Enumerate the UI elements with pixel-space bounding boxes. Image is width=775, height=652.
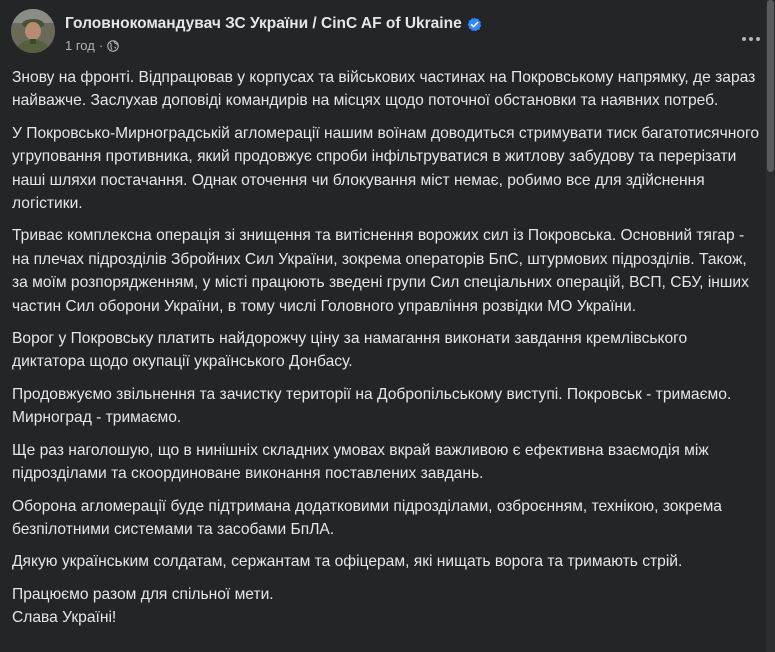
- verified-badge-icon: [467, 17, 482, 32]
- author-name[interactable]: Головнокомандувач ЗС України / CinC AF of Ukraine: [65, 15, 462, 32]
- scrollbar[interactable]: [766, 0, 775, 652]
- post-body: [12, 66, 764, 639]
- author-avatar[interactable]: [11, 9, 55, 53]
- more-options-icon: [742, 37, 760, 41]
- author-row: [65, 13, 665, 35]
- more-options-button[interactable]: [733, 21, 769, 57]
- avatar-image: [11, 9, 55, 53]
- post-paragraph: Ще раз наголошую, що в нинішніх складних умовах вкрай важливою є ефективна взаємодія між підрозділами та скоординоване виконання поставлених завдань.: [12, 441, 709, 483]
- post-meta: [65, 38, 665, 53]
- author-block: [65, 13, 665, 53]
- post-paragraph: Продовжуємо звільнення та зачистку території на Добропільському виступі. Покровськ - тримаємо. Мирноград - тримаємо.: [12, 385, 732, 427]
- post-paragraph: Працюємо разом для спільної мети. Слава Україні!: [12, 585, 274, 627]
- meta-separator: ·: [98, 38, 104, 53]
- post-paragraph: Оборона агломерації буде підтримана додатковими підрозділами, озброєнням, технікою, зокрема безпілотними системами та засобами БпЛА.: [12, 497, 722, 538]
- post-header: [11, 9, 751, 57]
- post-paragraph: Ворог у Покровську платить найдорожчу ціну за намагання виконати завдання кремлівського диктатора щодо окупації українського Донбасу.: [12, 330, 688, 371]
- post-paragraph: У Покровсько-Мирноградській агломерації нашим воїнам доводиться стримувати тиск багатотисячного угруповання противника, який продовжує спроби інфільтруватися в житлову забудову та перерізати наші шляхи постачання. Однак оточення чи блокування міст немає, робимо все для здійснення логістики.: [12, 124, 760, 213]
- scrollbar-thumb[interactable]: [767, 0, 774, 172]
- post-paragraph: Триває комплексна операція зі знищення та витіснення ворожих сил із Покровська. Основний тягар - на плечах підрозділів Збройних Сил України, зокрема операторів БпС, штурмових підрозділів. Також, за моїм розпорядженням, у місті працюють зведені групи Сил спеціальних операцій, ВСП, СБУ, інших частин Сил оборони України, в тому числі Головного управління розвідки МО України.: [12, 227, 749, 315]
- post-paragraph: Знову на фронті. Відпрацював у корпусах та військових частинах на Покровському напрямку, де зараз найважче. Заслухав доповіді командирів на місцях щодо поточної обстановки та наявних потреб.: [12, 69, 756, 110]
- post-paragraph: Дякую українським солдатам, сержантам та офіцерам, які нищать ворога та тримають стрій.: [12, 553, 683, 571]
- globe-icon[interactable]: [107, 40, 119, 52]
- post-timestamp[interactable]: 1 год: [65, 38, 95, 53]
